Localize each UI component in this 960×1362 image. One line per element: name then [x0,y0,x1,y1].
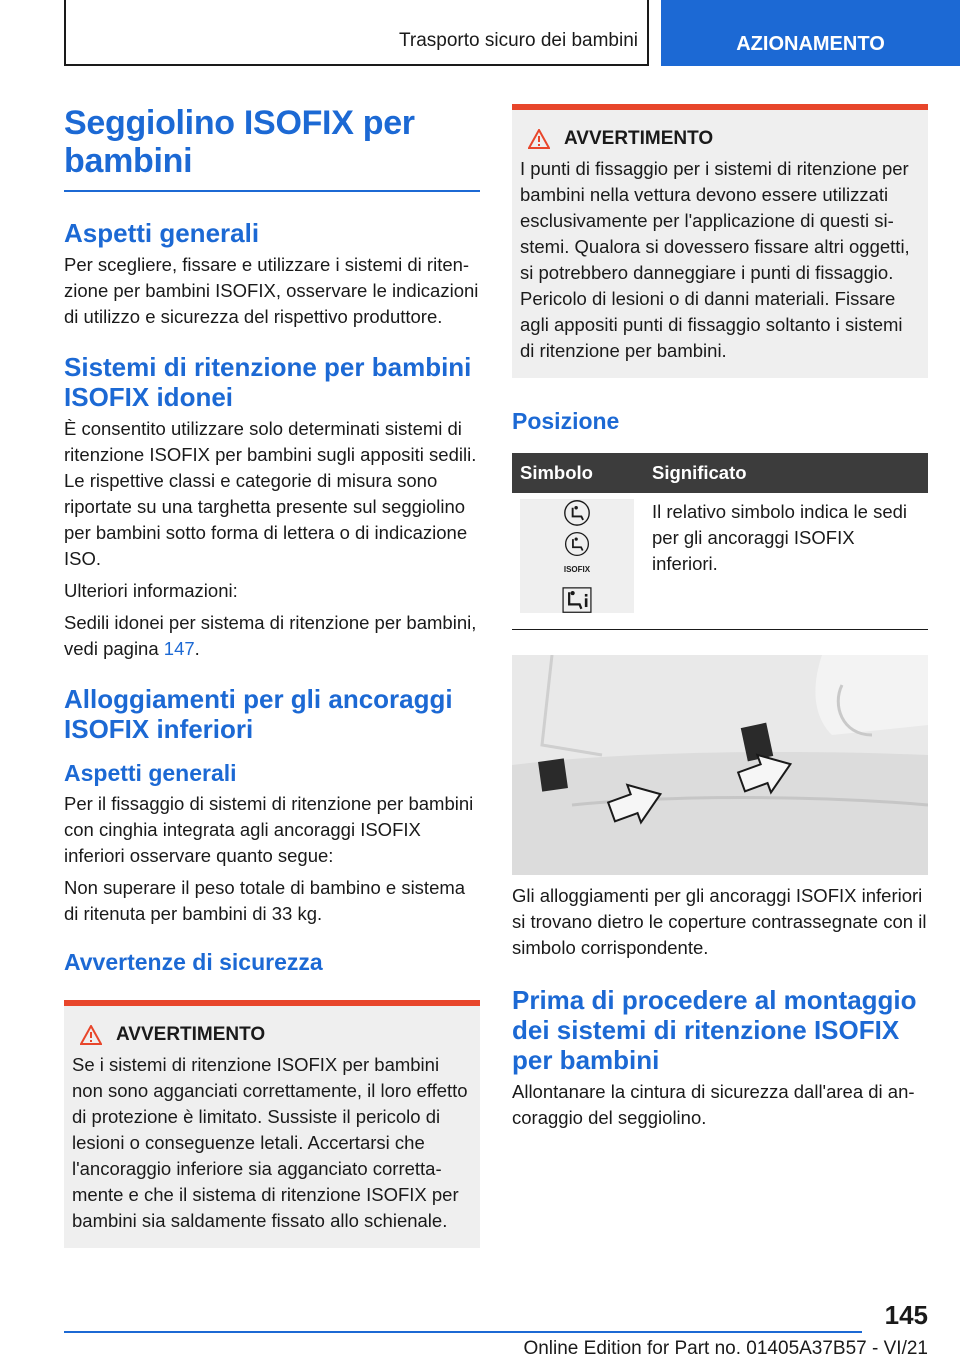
section-heading-general: Aspetti generali [64,218,260,248]
header-left-rule [64,0,66,66]
page-reference [64,610,480,662]
subheading-safety: Avvertenze di sicurezza [64,949,323,975]
page-number: 145 [884,1300,928,1330]
page-reference-link[interactable]: 147 [163,638,195,659]
subheading-position: Posizione [512,408,620,434]
symbol-cell [512,493,644,619]
section-heading-lower-anchors: Alloggiamenti per gli ancoraggi ISOFIX inferiori [64,684,453,744]
page-title: Seggiolino ISOFIX per bambini [64,104,480,192]
isofix-info-icon [560,587,594,613]
header-underline [64,64,648,66]
table-header-row [512,453,928,493]
section-heading-before-mounting: Prima di procedere al montaggio dei sistemi di ritenzione ISOFIX per bambini [512,985,917,1075]
seat-anchor-photo [512,655,928,875]
warning-box-right [512,104,928,378]
subheading-general: Aspetti generali [64,760,237,786]
right-column [512,104,928,1131]
header-chapter-tab[interactable] [661,0,960,66]
warning-header [520,128,920,150]
isofix-symbols [520,499,634,613]
page-reference-text: Sedili idonei per sistema di ritenzione per bambini, vedi pagina [64,612,477,659]
warning-header [72,1024,472,1046]
warning-text: I punti di fissaggio per i sistemi di ritenzione per bambini nella vettura devono essere utilizzati esclusivamente per l'applicazione di questi sistemi. Qualora si dovessero fissare altri oggetti, si potrebbero danneggiare i punti di fissaggio. Pericolo di lesioni o di danni materiali. Fissare agli appositi punti di fissaggio soltanto i sistemi di ritenzione per bambini. [520,158,910,361]
warning-text: Se i sistemi di ritenzione ISOFIX per bambini non sono agganciati correttamente, il loro effetto di protezione è limitato. Sussiste il pericolo di lesioni o conseguenze letali. Accertarsi che l'ancoraggio inferiore sia agganciato correttamente e che il sistema di ritenzione ISOFIX per bambini sia saldamente fissato allo schienale. [72,1054,468,1231]
header-right-rule [647,0,649,66]
warning-box-left [64,1000,480,1248]
section-heading-suitable-systems: Sistemi di ritenzione per bambini ISOFIX idonei [64,352,472,412]
warning-title: AVVERTIMENTO [116,1024,266,1045]
left-column [64,104,480,1248]
lower-anchors-text: Per il fissaggio di sistemi di ritenzione per bambini con cinghia integrata agli ancoraggi ISOFIX inferiori osservare quanto segue: [64,793,474,866]
warning-title: AVVERTIMENTO [564,128,714,149]
suitable-systems-text: È consentito utilizzare solo determinati sistemi di ritenzione ISOFIX per bambini sugli appositi sedili. Le rispettive classi e categorie di misura sono riportate su una targhetta presente sul seggiolino per bambini sotto forma di lettera o di indicazione ISO. [64,418,477,569]
warning-triangle-icon [528,129,550,149]
table-header-meaning: Significato [644,453,928,493]
warning-triangle-icon [80,1025,102,1045]
footer-rule [64,1331,862,1333]
symbol-table [512,453,928,619]
isofix-seat-icon [561,499,593,527]
table-row [512,493,928,619]
before-mounting-text: Allontanare la cintura di sicurezza dall'area di ancoraggio del seggiolino. [512,1081,915,1128]
header-section-title: Trasporto sicuro dei bambini [398,30,638,51]
isofix-badge-icon [564,531,590,557]
meaning-cell: Il relativo simbolo indica le sedi per gli ancoraggi ISOFIX inferiori. [652,501,908,574]
table-header-symbol: Simbolo [512,453,644,493]
photo-caption: Gli alloggiamenti per gli ancoraggi ISOFIX inferiori si trovano dietro le coperture contrassegnate con il simbolo corrispondente. [512,885,927,958]
page-reference-end: . [194,638,200,659]
weight-limit-text: Non superare il peso totale di bambino e sistema di ritenuta per bambini di 33 kg. [64,877,466,924]
general-text: Per scegliere, fissare e utilizzare i sistemi di ritenzione per bambini ISOFIX, osservare le indicazioni di utilizzo e sicurezza del rispettivo produttore. [64,254,479,327]
rear-seat-illustration [512,655,928,875]
more-info-label: Ulteriori informazioni: [64,580,238,601]
footer-edition: Online Edition for Part no. 01405A37B57 - VI/21 [523,1338,928,1359]
header-chapter-label: AZIONAMENTO [736,33,885,55]
isofix-label: ISOFIX [563,564,591,574]
table-bottom-rule [512,629,928,630]
